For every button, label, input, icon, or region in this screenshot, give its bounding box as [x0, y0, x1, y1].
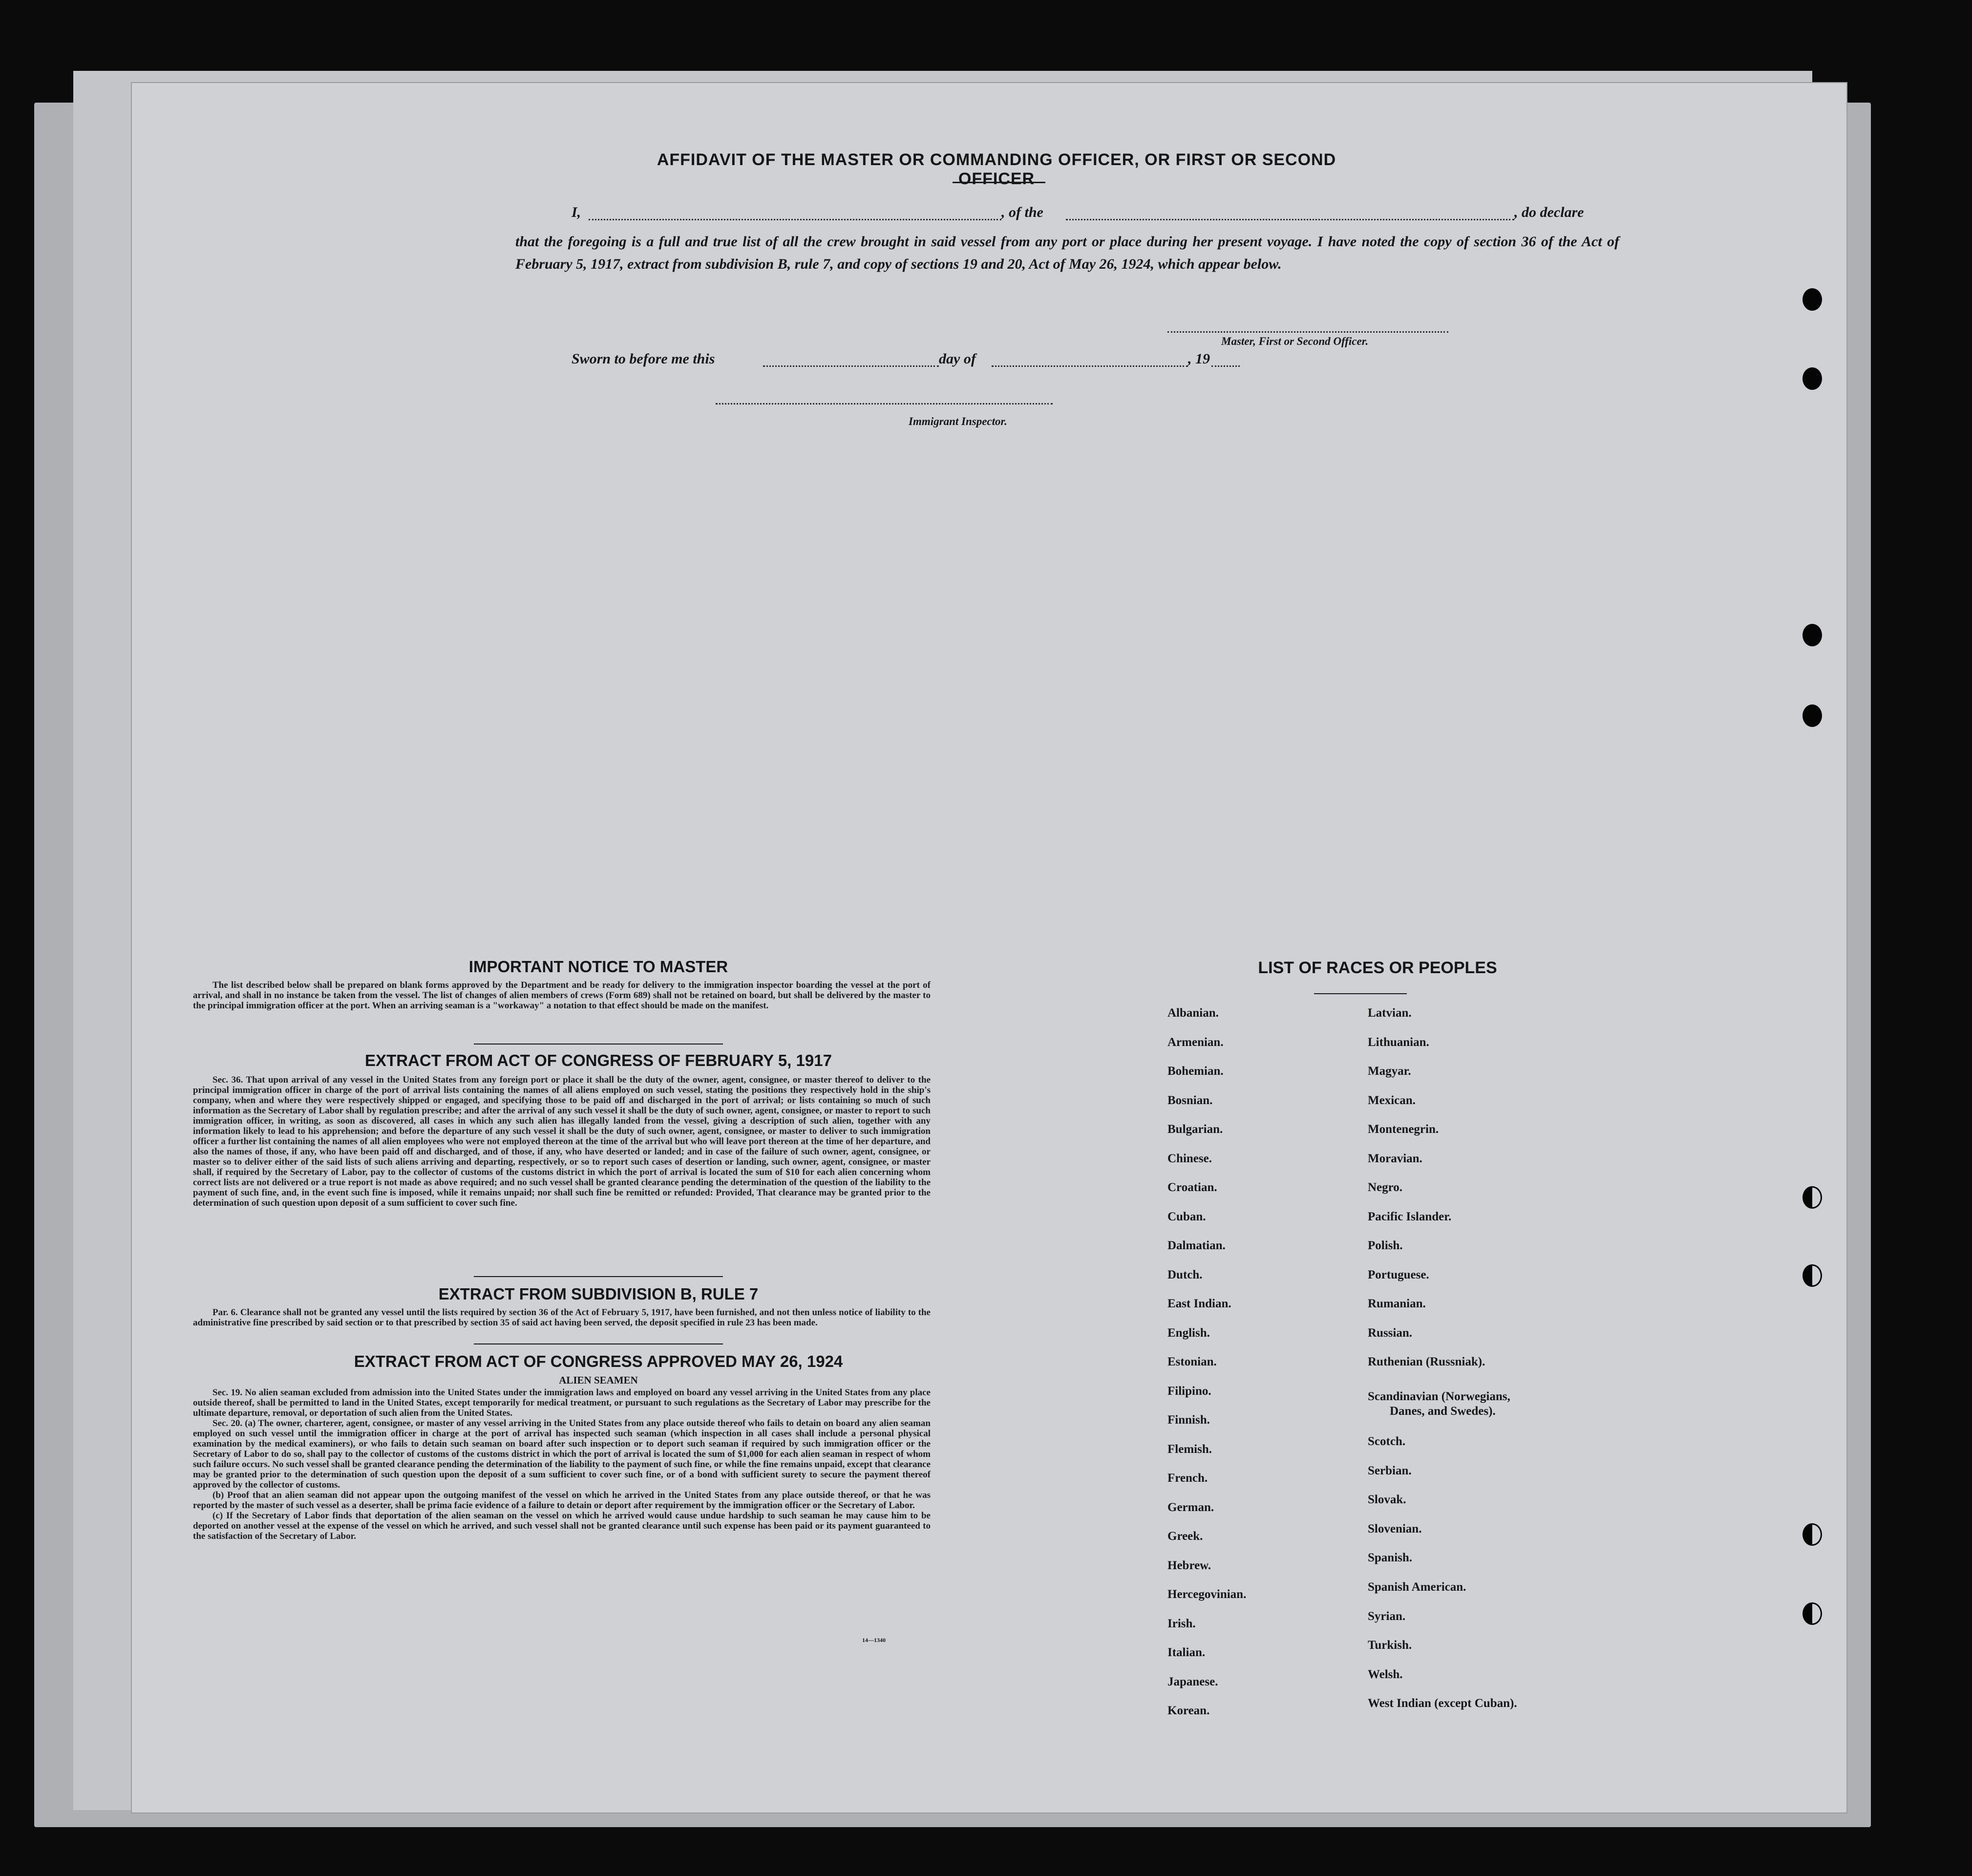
punch-hole [1802, 288, 1822, 311]
punch-hole [1802, 704, 1822, 727]
race-item: Polish. [1368, 1239, 1403, 1252]
race-item: Korean. [1167, 1704, 1210, 1717]
sworn-month-blank [992, 365, 1188, 367]
punch-hole [1802, 367, 1822, 390]
race-item: Bosnian. [1167, 1093, 1213, 1107]
race-item: Portuguese. [1368, 1268, 1429, 1281]
race-item: Irish. [1167, 1617, 1196, 1630]
race-item: Negro. [1368, 1181, 1403, 1194]
sworn-day-blank [763, 365, 939, 367]
race-item: Scandinavian (Norwegians, [1368, 1390, 1510, 1403]
race-item: Hercegovinian. [1167, 1588, 1247, 1601]
year-label: , 19 [1188, 351, 1210, 367]
of-the-label: , of the [1001, 204, 1043, 220]
master-label: Master, First or Second Officer. [1221, 335, 1369, 347]
master-signature-line [1167, 331, 1448, 333]
race-item: Rumanian. [1368, 1297, 1426, 1310]
affidavit-body: that the foregoing is a full and true list of all the crew brought in said vessel from any port or place during her present voyage. I have noted the copy of section 36 of the Act of February 5, 1917, extract from subdivision B, rule 7, and copy of sections 19 and 20, Act of May 26, 1924, which appear below. [515, 234, 1619, 272]
punch-hole [1802, 1186, 1822, 1209]
year-blank [1211, 365, 1240, 367]
sec20a-text: Sec. 20. (a) The owner, charterer, agent, consignee, or master of any vessel arriving in the United States from any place outside thereof who fails to detain on board any alien seaman employed on such vessel until the immigration officer in charge at the port of arrival has inspected such seaman (which inspection in all cases shall include a personal physical examination by the medical examiners), or who fails to detain such seaman on board after such inspection or to deport such seaman if required by such immigration officer or the Secretary of Labor to do so, shall pay to the collector of customs of the customs district in which the port of arrival is located the sum of $1,000 for each alien seaman in respect of whom such failure occurs. No such vessel shall be granted clearance pending the determination of the liability to the payment of such fine, or while the fine remains unpaid, except that clearance may be granted prior to the determination of such question upon the deposit of a sum sufficient to cover such fine, or of a bond with sufficient surety to secure the payment thereof approved by the collector of customs. [193, 1418, 931, 1490]
race-item: Slovenian. [1368, 1522, 1422, 1535]
race-item: Danes, and Swedes). [1390, 1405, 1496, 1418]
race-item: Moravian. [1368, 1151, 1422, 1165]
race-item: Serbian. [1368, 1464, 1412, 1477]
sec20c-text: (c) If the Secretary of Labor finds that deportation of the alien seaman on the vessel on which he arrived would cause undue hardship to such seaman he may cause him to be deported on another vessel at the expense of the vessel on which he arrived, and such vessel shall not be granted clearance until such expense has been paid or its payment guaranteed to the satisfaction of the Secretary of Labor. [193, 1511, 931, 1541]
race-item: German. [1167, 1500, 1214, 1514]
extract-1924-title: EXTRACT FROM ACT OF CONGRESS APPROVED MAY 26, 1924 [354, 1352, 843, 1370]
sec20b-text: (b) Proof that an alien seaman did not appear upon the outgoing manifest of the vessel on which he arrived in the United States from any place outside thereof, or that he was reported by the master of such vessel as a deserter, shall be prima facie evidence of a failure to detain or deport after requirement by the immigration officer or the Secretary of Labor. [193, 1490, 931, 1511]
races-title: LIST OF RACES OR PEOPLES [1258, 959, 1497, 977]
divider [474, 1044, 723, 1045]
title-underline [953, 182, 1045, 183]
race-item: Croatian. [1167, 1181, 1217, 1194]
rule7-title: EXTRACT FROM SUBDIVISION B, RULE 7 [438, 1285, 759, 1303]
inspector-label: Immigrant Inspector. [909, 415, 1007, 427]
extract-1917-title: EXTRACT FROM ACT OF CONGRESS OF FEBRUARY 5, 1917 [365, 1051, 832, 1069]
inspector-signature-line [716, 403, 1053, 405]
race-item: Japanese. [1167, 1675, 1218, 1688]
race-item: Dalmatian. [1167, 1239, 1226, 1252]
divider [474, 1343, 723, 1344]
notice-text: The list described below shall be prepared on blank forms approved by the Department and be ready for delivery to the immigration inspector boarding the vessel at the port of arrival, and shall in no instance be taken from the vessel. The list of changes of alien members of crews (Form 689) shall not be retained on board, but shall be delivered by the master to the principal immigration officer at the port. When an arriving seaman is a "workaway" a notation to that effect should be made on the manifest. [193, 980, 931, 1011]
race-item: Montenegrin. [1368, 1123, 1439, 1136]
punch-hole [1802, 1602, 1822, 1625]
punch-hole [1802, 624, 1822, 646]
form-number: 14—1340 [862, 1637, 886, 1643]
race-item: East Indian. [1167, 1297, 1231, 1310]
race-item: Italian. [1167, 1646, 1206, 1659]
race-item: Dutch. [1167, 1268, 1203, 1281]
race-item: Cuban. [1167, 1210, 1206, 1223]
race-item: Mexican. [1368, 1093, 1416, 1107]
races-underline [1314, 993, 1407, 994]
race-item: Bohemian. [1167, 1065, 1224, 1078]
race-item: English. [1167, 1326, 1210, 1340]
race-item: Chinese. [1167, 1151, 1212, 1165]
race-item: Slovak. [1368, 1493, 1406, 1507]
race-item: Magyar. [1368, 1065, 1411, 1078]
race-item: Finnish. [1167, 1413, 1210, 1427]
race-item: Spanish. [1368, 1551, 1413, 1565]
extract-1924-text [193, 1387, 931, 1541]
name-blank [589, 219, 1001, 220]
vessel-blank [1066, 219, 1514, 220]
punch-hole [1802, 1523, 1822, 1546]
punch-hole [1802, 1264, 1822, 1287]
race-item: Armenian. [1167, 1035, 1224, 1049]
affidavit-i-label: I, [572, 204, 581, 220]
rule7-text: Par. 6. Clearance shall not be granted any vessel until the lists required by section 36 of the Act of February 5, 1917, have been furnished, and not then unless notice of liability to the administrative fine prescribed by said section or to that prescribed by section 35 of said act having been served, the deposit specified in rule 23 has been made. [193, 1307, 931, 1328]
race-item: Flemish. [1167, 1442, 1212, 1456]
race-item: Russian. [1368, 1326, 1413, 1340]
race-item: Greek. [1167, 1530, 1203, 1543]
manifest-page [132, 83, 1846, 1812]
race-item: French. [1167, 1471, 1208, 1485]
race-item: Scotch. [1368, 1435, 1406, 1448]
race-item: West Indian (except Cuban). [1368, 1697, 1517, 1710]
race-item: Syrian. [1368, 1609, 1406, 1623]
notice-title: IMPORTANT NOTICE TO MASTER [468, 958, 728, 976]
race-item: Bulgarian. [1167, 1123, 1223, 1136]
race-item: Estonian. [1167, 1355, 1217, 1368]
do-declare-label: , do declare [1514, 204, 1584, 220]
race-item: Welsh. [1368, 1667, 1403, 1681]
race-item: Hebrew. [1167, 1558, 1211, 1572]
day-of-label: day of [939, 351, 976, 367]
race-item: Spanish American. [1368, 1580, 1466, 1594]
race-item: Latvian. [1368, 1006, 1412, 1020]
alien-seamen-subtitle: ALIEN SEAMEN [559, 1374, 638, 1386]
race-item: Lithuanian. [1368, 1035, 1429, 1049]
extract-1917-text: Sec. 36. That upon arrival of any vessel in the United States from any foreign port or place it shall be the duty of the owner, agent, consignee, or master thereof to deliver to the principal immigration officer in charge of the port of arrival lists containing the names of all aliens employed on such vessel, stating the positions they respectively hold in the ship's company, when and where they were respectively shipped or engaged, and specifying those to be paid off and discharged in the port of arrival; or lists containing so much of such information as the Secretary of Labor shall by regulation prescribe; and after the arrival of any such vessel it shall be the duty of such owner, agent, consignee, or master to report to such immigration officer, in writing, as soon as discovered, all cases in which any such alien has illegally landed from the vessel, giving a description of such alien, together with any information likely to lead to his apprehension; and before the departure of any such vessel it shall be the duty of such owner, agent, consignee, or master to deliver to such immigration officer a further list containing the names of all alien employees who were not employed thereon at the time of the arrival but who will leave port thereon at the time of her departure, and also the names of those, if any, who have been paid off and discharged, and of those, if any, who have deserted or landed; and in case of the failure of such owner, agent, consignee, or master so to deliver either of the said lists of such aliens arriving and departing, respectively, or so to report such cases of desertion or landing, such owner, agent, consignee, or master shall, if required by the Secretary of Labor, pay to the collector of customs of the customs district in which the port of arrival is located the sum of $10 for each alien concerning whom correct lists are not delivered or a true report is not made as above required; and no such vessel shall be granted clearance pending the determination of the question of the liability to the payment of such fine, and, in the event such fine is imposed, while it remains unpaid; nor shall such fine be remitted or refunded: Provided, That clearance may be granted prior to the determination of such question upon deposit of a sum sufficient to cover such fine. [193, 1075, 931, 1208]
sworn-label: Sworn to before me this [572, 351, 715, 367]
divider [474, 1276, 723, 1277]
race-item: Albanian. [1167, 1006, 1219, 1020]
race-item: Turkish. [1368, 1639, 1412, 1652]
race-item: Filipino. [1167, 1384, 1211, 1398]
race-item: Ruthenian (Russniak). [1368, 1355, 1485, 1368]
affidavit-title: AFFIDAVIT OF THE MASTER OR COMMANDING OFFICER, OR FIRST OR SECOND OFFICER [657, 150, 1336, 188]
sec19-text: Sec. 19. No alien seaman excluded from admission into the United States under the immigration laws and employed on board any vessel arriving in the United States from any place outside thereof, shall be permitted to land in the United States, except temporarily for medical treatment, or pursuant to such regulations as the Secretary of Labor may prescribe for the ultimate departure, removal, or deportation of such alien from the United States. [193, 1387, 931, 1418]
race-item: Pacific Islander. [1368, 1210, 1452, 1223]
